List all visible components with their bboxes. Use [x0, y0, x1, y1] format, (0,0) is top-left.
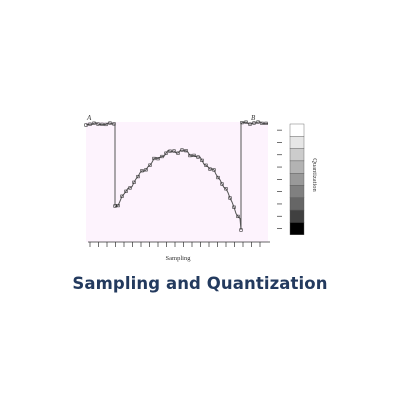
quantization-gray-scale	[290, 124, 304, 235]
figure-caption: Sampling and Quantization	[72, 274, 328, 293]
gray-level-swatch	[290, 210, 304, 222]
gray-level-swatch	[290, 198, 304, 210]
diagram-svg	[84, 110, 324, 270]
gray-level-swatch	[290, 173, 304, 185]
gray-level-swatch	[290, 186, 304, 198]
sampling-ticks	[90, 242, 260, 247]
gray-level-swatch	[290, 222, 304, 234]
quantization-ticks	[277, 130, 282, 228]
point-b-label: B	[251, 114, 256, 122]
quantization-axis-label: Quantization	[311, 158, 318, 192]
gray-level-swatch	[290, 161, 304, 173]
gray-level-swatch	[290, 124, 304, 136]
sampling-quantization-figure	[84, 110, 324, 270]
point-a-label: A	[87, 114, 92, 122]
sampling-axis-label: Sampling	[165, 255, 191, 262]
gray-level-swatch	[290, 136, 304, 148]
gray-level-swatch	[290, 149, 304, 161]
